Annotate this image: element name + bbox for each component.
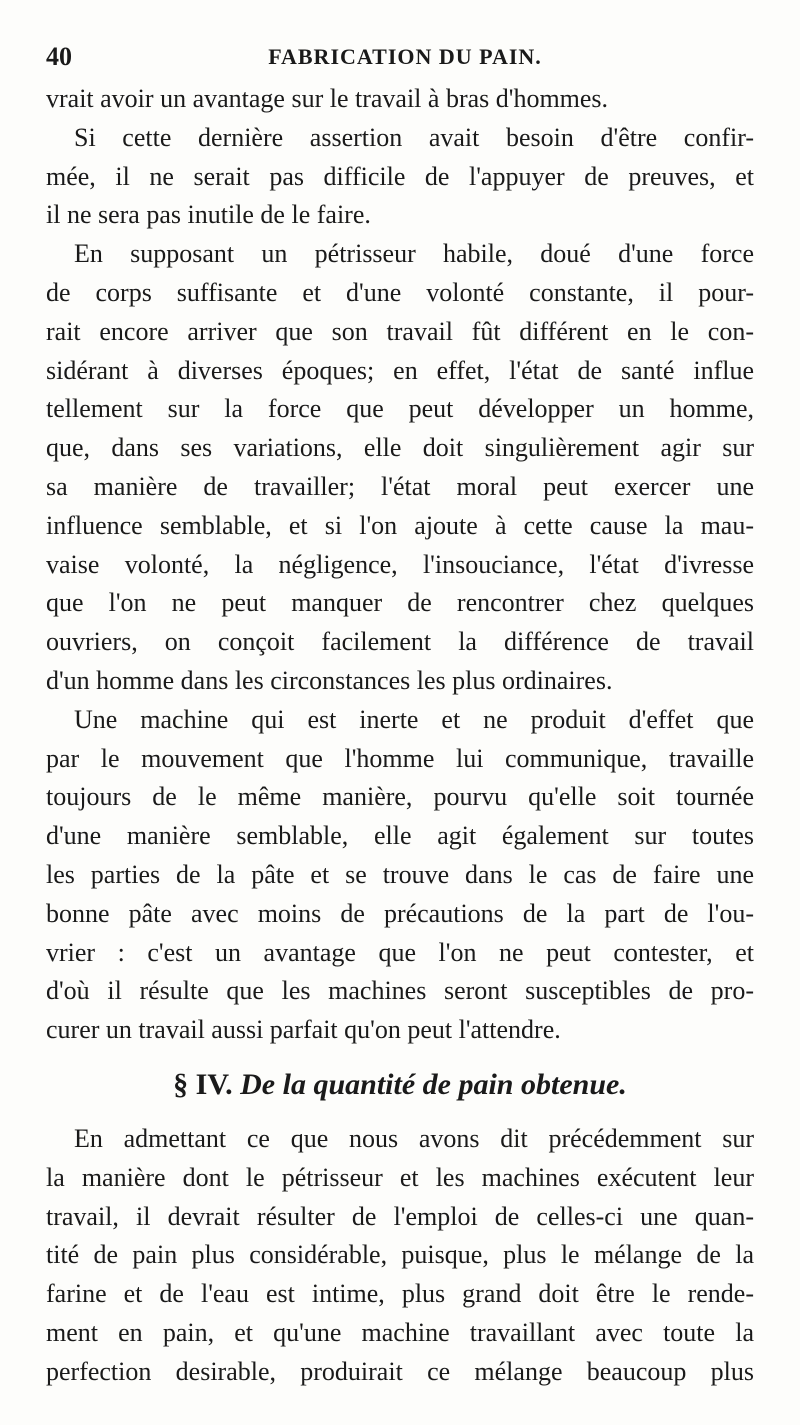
text-line: tellement sur la force que peut développer un homme, <box>46 394 754 424</box>
running-head: FABRICATION DU PAIN. <box>268 44 542 69</box>
text-line: vrait avoir un avantage sur le travail à bras d'hommes. <box>46 84 609 113</box>
text-line: vrier : c'est un avantage que l'on ne peut contester, et <box>46 937 754 967</box>
paragraph <box>46 701 754 1050</box>
text-line: En supposant un pétrisseur habile, doué d'une force <box>74 239 754 269</box>
body-text-before-heading <box>46 80 754 1050</box>
text-line: ment en pain, et qu'une machine travaillant avec toute la <box>46 1317 754 1347</box>
section-number: § IV. <box>173 1068 233 1101</box>
text-line: que, dans ses variations, elle doit singulièrement agir sur <box>46 433 754 463</box>
text-line: curer un travail aussi parfait qu'on peut l'attendre. <box>46 1015 561 1045</box>
text-line: tité de pain plus considérable, puisque, plus le mélange de la <box>46 1240 754 1270</box>
text-line: vaise volonté, la négligence, l'insouciance, l'état d'ivresse <box>46 549 754 579</box>
text-line: que l'on ne peut manquer de rencontrer chez quelques <box>46 588 754 618</box>
text-line: d'où il résulte que les machines seront susceptibles de pro- <box>46 976 754 1006</box>
paragraph <box>46 80 754 119</box>
page-number: 40 <box>46 42 72 71</box>
text-line: toujours de le même manière, pourvu qu'elle soit tournée <box>46 782 754 812</box>
text-line: bonne pâte avec moins de précautions de la part de l'ou- <box>46 898 754 928</box>
page-header <box>46 38 754 78</box>
text-line: mée, il ne serait pas difficile de l'appuyer de preuves, et <box>46 161 754 191</box>
body-text-after-heading <box>46 1120 754 1392</box>
text-line: la manière dont le pétrisseur et les machines exécutent leur <box>46 1162 754 1192</box>
text-line: En admettant ce que nous avons dit précédemment sur <box>74 1124 754 1153</box>
text-line: il ne sera pas inutile de le faire. <box>46 200 371 230</box>
text-line: les parties de la pâte et se trouve dans le cas de faire une <box>46 859 754 889</box>
section-title: De la quantité de pain obtenue. <box>240 1068 627 1101</box>
text-line: influence semblable, et si l'on ajoute à cette cause la mau- <box>46 510 754 540</box>
text-line: farine et de l'eau est intime, plus grand doit être le rende- <box>46 1279 754 1309</box>
paragraph <box>46 119 754 235</box>
text-line: travail, il devrait résulter de l'emploi de celles-ci une quan- <box>46 1201 754 1231</box>
text-line: perfection desirable, produirait ce mélange beaucoup plus <box>46 1356 754 1386</box>
section-heading <box>46 1060 754 1110</box>
paragraph <box>46 235 754 701</box>
text-line: de corps suffisante et d'une volonté constante, il pour- <box>46 277 754 307</box>
text-line: par le mouvement que l'homme lui communique, travaille <box>46 743 754 773</box>
paragraph <box>46 1120 754 1392</box>
text-line: rait encore arriver que son travail fût différent en le con- <box>46 316 754 346</box>
text-line: d'un homme dans les circonstances les plus ordinaires. <box>46 665 613 695</box>
text-line: sidérant à diverses époques; en effet, l'état de santé influe <box>46 355 754 385</box>
text-line: ouvriers, on conçoit facilement la différence de travail <box>46 627 754 657</box>
text-line: Si cette dernière assertion avait besoin d'être confir- <box>74 122 754 152</box>
text-line: Une machine qui est inerte et ne produit d'effet que <box>74 704 754 734</box>
text-line: d'une manière semblable, elle agit également sur toutes <box>46 821 754 851</box>
text-line: sa manière de travailler; l'état moral peut exercer une <box>46 471 754 501</box>
